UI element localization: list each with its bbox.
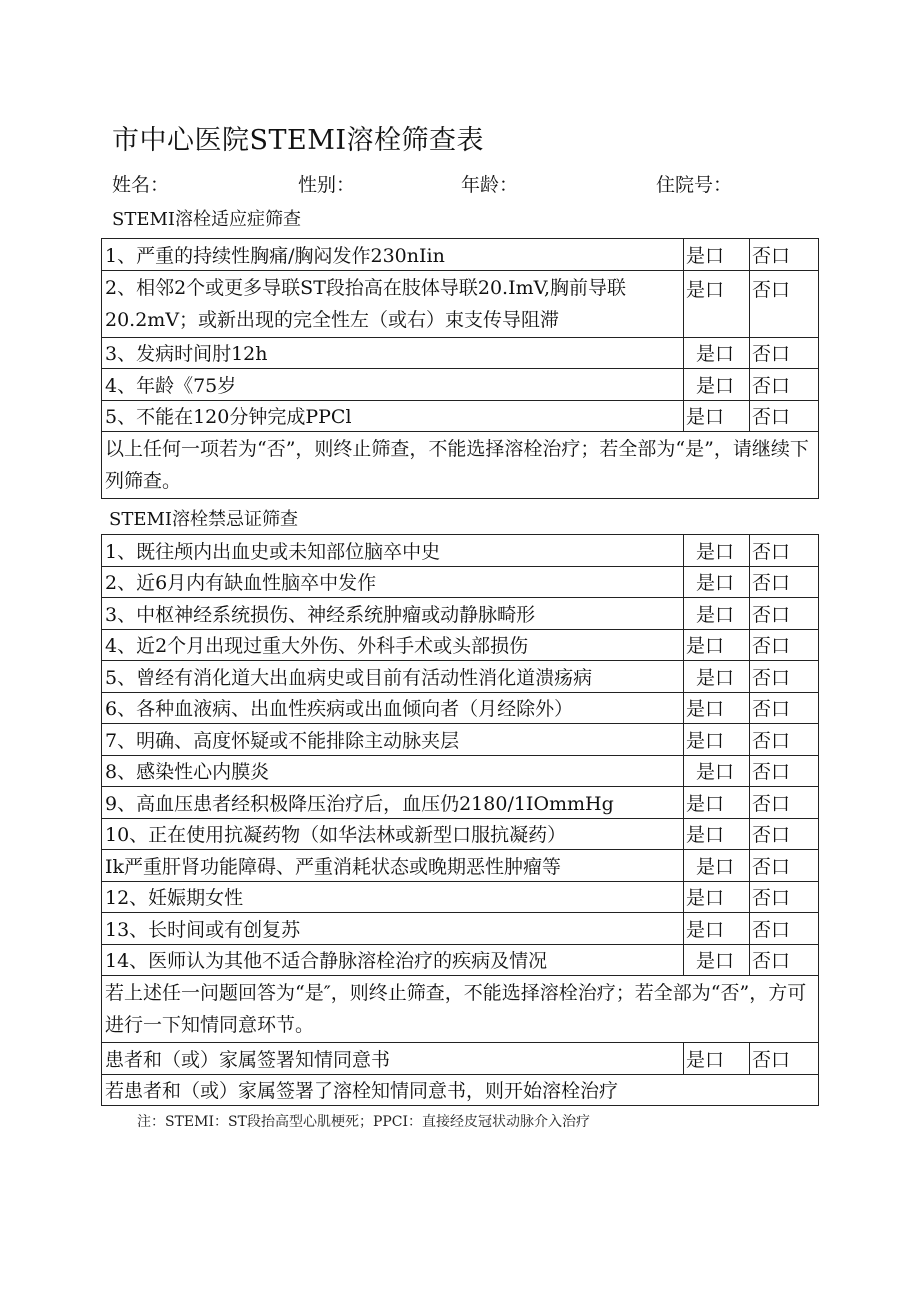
criterion-text: 12、妊娠期女性 (102, 881, 684, 913)
gender-label: 性别： (298, 174, 356, 196)
no-checkbox[interactable]: 否口 (750, 629, 819, 661)
indication-heading: STEMI溶栓适应症筛查 (112, 209, 302, 230)
yes-checkbox[interactable]: 是口 (684, 724, 750, 756)
no-checkbox[interactable]: 否口 (750, 369, 819, 401)
final-instruction: 若患者和（或）家属签署了溶栓知情同意书，则开始溶栓治疗 (102, 1074, 819, 1106)
contraindication-table (101, 534, 819, 1106)
table-row (102, 787, 819, 819)
table-row (102, 850, 819, 882)
age-label: 年龄： (461, 174, 519, 196)
yes-checkbox[interactable]: 是口 (684, 661, 750, 693)
table-row (102, 535, 819, 567)
table-row (102, 629, 819, 661)
no-checkbox[interactable]: 否口 (750, 270, 819, 337)
criterion-text: 3、中枢神经系统损伤、神经系统肿瘤或动静脉畸形 (102, 598, 684, 630)
no-checkbox[interactable]: 否口 (750, 787, 819, 819)
yes-checkbox[interactable]: 是口 (684, 598, 750, 630)
criterion-text: 4、近2个月出现过重大外伤、外科手术或头部损伤 (102, 629, 684, 661)
indication-table (101, 238, 819, 499)
yes-checkbox[interactable]: 是口 (684, 850, 750, 882)
yes-checkbox[interactable]: 是口 (684, 913, 750, 945)
contraindication-heading: STEMI溶栓禁忌证筛查 (109, 509, 299, 530)
yes-checkbox[interactable]: 是口 (684, 944, 750, 976)
table-row (102, 337, 819, 369)
no-checkbox[interactable]: 否口 (750, 692, 819, 724)
table-row (102, 976, 819, 1043)
no-checkbox[interactable]: 否口 (750, 598, 819, 630)
yes-checkbox[interactable]: 是口 (684, 270, 750, 337)
consent-no-checkbox[interactable]: 否口 (750, 1043, 819, 1075)
yes-checkbox[interactable]: 是口 (684, 337, 750, 369)
contraindication-conclusion: 若上述任一问题回答为“是″，则终止筛查，不能选择溶栓治疗；若全部为“否”，方可进行一下知情同意环节。 (102, 976, 819, 1043)
no-checkbox[interactable]: 否口 (750, 535, 819, 567)
table-row (102, 1043, 819, 1075)
criterion-text: 9、高血压患者经积极降压治疗后，血压仍2180/1IOmmHg (102, 787, 684, 819)
table-row (102, 598, 819, 630)
criterion-text: 7、明确、高度怀疑或不能排除主动脉夹层 (102, 724, 684, 756)
table-row (102, 661, 819, 693)
table-row (102, 239, 819, 271)
no-checkbox[interactable]: 否口 (750, 944, 819, 976)
no-checkbox[interactable]: 否口 (750, 755, 819, 787)
table-row (102, 818, 819, 850)
yes-checkbox[interactable]: 是口 (684, 818, 750, 850)
criterion-text: 8、感染性心内膜炎 (102, 755, 684, 787)
no-checkbox[interactable]: 否口 (750, 881, 819, 913)
table-row (102, 400, 819, 432)
name-label: 姓名： (112, 174, 170, 196)
no-checkbox[interactable]: 否口 (750, 661, 819, 693)
criterion-text: 2、近6月内有缺血性脑卒中发作 (102, 566, 684, 598)
table-row (102, 369, 819, 401)
criterion-text: 4、年龄《75岁 (102, 369, 684, 401)
criterion-text: 5、不能在120分钟完成PPCl (102, 400, 684, 432)
table-row (102, 755, 819, 787)
yes-checkbox[interactable]: 是口 (684, 535, 750, 567)
page-title: 市中心医院STEMI溶栓筛查表 (112, 125, 485, 156)
yes-checkbox[interactable]: 是口 (684, 239, 750, 271)
criterion-text: 10、正在使用抗凝药物（如华法林或新型口服抗凝药） (102, 818, 684, 850)
no-checkbox[interactable]: 否口 (750, 239, 819, 271)
criterion-text: 2、相邻2个或更多导联ST段抬高在肢体导联20.ImV,胸前导联20.2mV；或新出现的完全性左（或右）束支传导阻滞 (102, 270, 684, 337)
table-row (102, 692, 819, 724)
table-row (102, 270, 819, 337)
table-row (102, 913, 819, 945)
yes-checkbox[interactable]: 是口 (684, 755, 750, 787)
no-checkbox[interactable]: 否口 (750, 337, 819, 369)
yes-checkbox[interactable]: 是口 (684, 881, 750, 913)
no-checkbox[interactable]: 否口 (750, 566, 819, 598)
table-row (102, 1074, 819, 1106)
criterion-text: 14、医师认为其他不适合静脉溶栓治疗的疾病及情况 (102, 944, 684, 976)
table-row (102, 566, 819, 598)
criterion-text: 5、曾经有消化道大出血病史或目前有活动性消化道溃疡病 (102, 661, 684, 693)
criterion-text: 1、严重的持续性胸痛/胸闷发作230nIin (102, 239, 684, 271)
no-checkbox[interactable]: 否口 (750, 818, 819, 850)
table-row (102, 724, 819, 756)
yes-checkbox[interactable]: 是口 (684, 369, 750, 401)
footnote: 注：STEMI：ST段抬高型心肌梗死；PPCI：直接经皮冠状动脉介入治疗 (137, 1114, 591, 1130)
no-checkbox[interactable]: 否口 (750, 850, 819, 882)
no-checkbox[interactable]: 否口 (750, 400, 819, 432)
criterion-text: 1、既往颅内出血史或未知部位脑卒中史 (102, 535, 684, 567)
consent-yes-checkbox[interactable]: 是口 (684, 1043, 750, 1075)
criterion-text: 13、长时间或有创复苏 (102, 913, 684, 945)
table-row (102, 944, 819, 976)
table-row (102, 881, 819, 913)
yes-checkbox[interactable]: 是口 (684, 566, 750, 598)
admission-number-label: 住院号： (656, 174, 733, 196)
criterion-text: 6、各种血液病、出血性疾病或出血倾向者（月经除外） (102, 692, 684, 724)
criterion-text: Ik严重肝肾功能障碍、严重消耗状态或晚期恶性肿瘤等 (102, 850, 684, 882)
yes-checkbox[interactable]: 是口 (684, 692, 750, 724)
table-row (102, 432, 819, 499)
indication-conclusion: 以上任何一项若为“否”，则终止筛查，不能选择溶栓治疗；若全部为“是”，请继续下列筛查。 (102, 432, 819, 499)
no-checkbox[interactable]: 否口 (750, 724, 819, 756)
yes-checkbox[interactable]: 是口 (684, 629, 750, 661)
no-checkbox[interactable]: 否口 (750, 913, 819, 945)
criterion-text: 3、发病时间肘12h (102, 337, 684, 369)
yes-checkbox[interactable]: 是口 (684, 400, 750, 432)
consent-text: 患者和（或）家属签署知情同意书 (102, 1043, 684, 1075)
yes-checkbox[interactable]: 是口 (684, 787, 750, 819)
